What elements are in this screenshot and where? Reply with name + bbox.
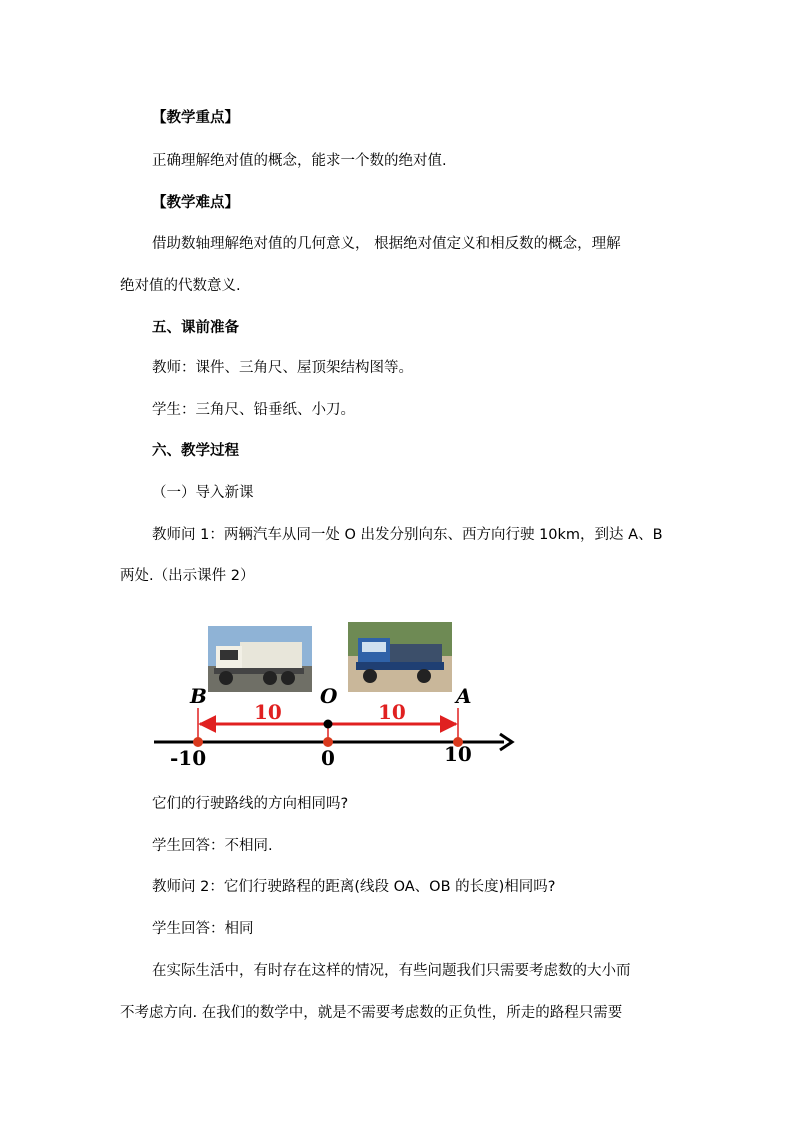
paragraph-question1-line1: 教师问 1：两辆汽车从同一处 O 出发分别向东、西方向行驶 10km，到达 A、B	[152, 527, 663, 543]
paragraph-student-answer2: 学生回答：相同	[152, 921, 254, 937]
paragraph-student-materials: 学生：三角尺、铅垂纸、小刀。	[152, 402, 355, 418]
tick-label-ten: 10	[444, 742, 472, 766]
heading-teaching-focus: 【教学重点】	[152, 110, 239, 126]
paragraph-explanation-line2: 不考虑方向. 在我们的数学中，就是不需要考虑数的正负性，所走的路程只需要	[120, 1005, 623, 1021]
label-o: O	[320, 684, 338, 708]
paragraph-direction-question: 它们的行驶路线的方向相同吗?	[152, 796, 349, 812]
paragraph-question2: 教师问 2：它们行驶路程的距离(线段 OA、OB 的长度)相同吗?	[152, 879, 556, 895]
paragraph-focus: 正确理解绝对值的概念，能求一个数的绝对值.	[152, 153, 447, 169]
distance-label-right: 10	[378, 700, 406, 724]
paragraph-question1-line2: 两处.（出示课件 2）	[120, 568, 255, 584]
paragraph-difficulty-line1: 借助数轴理解绝对值的几何意义， 根据绝对值定义和相反数的概念，理解	[152, 236, 621, 252]
heading-teaching-difficulty: 【教学难点】	[152, 195, 239, 211]
paragraph-teacher-materials: 教师：课件、三角尺、屋顶架结构图等。	[152, 360, 413, 376]
subheading-introduction: （一）导入新课	[152, 485, 254, 501]
label-a: A	[456, 684, 472, 708]
heading-teaching-process: 六、教学过程	[152, 443, 239, 459]
tick-label-minus-ten: -10	[170, 746, 207, 770]
paragraph-difficulty-line2: 绝对值的代数意义.	[120, 278, 241, 294]
tick-label-zero: 0	[321, 746, 335, 770]
label-b: B	[190, 684, 207, 708]
heading-preparation: 五、课前准备	[152, 320, 239, 336]
number-line-figure	[150, 618, 520, 778]
paragraph-explanation-line1: 在实际生活中，有时存在这样的情况，有些问题我们只需要考虑数的大小而	[152, 963, 631, 979]
paragraph-student-answer1: 学生回答：不相同.	[152, 838, 273, 854]
origin-point	[324, 720, 333, 729]
distance-label-left: 10	[254, 700, 282, 724]
